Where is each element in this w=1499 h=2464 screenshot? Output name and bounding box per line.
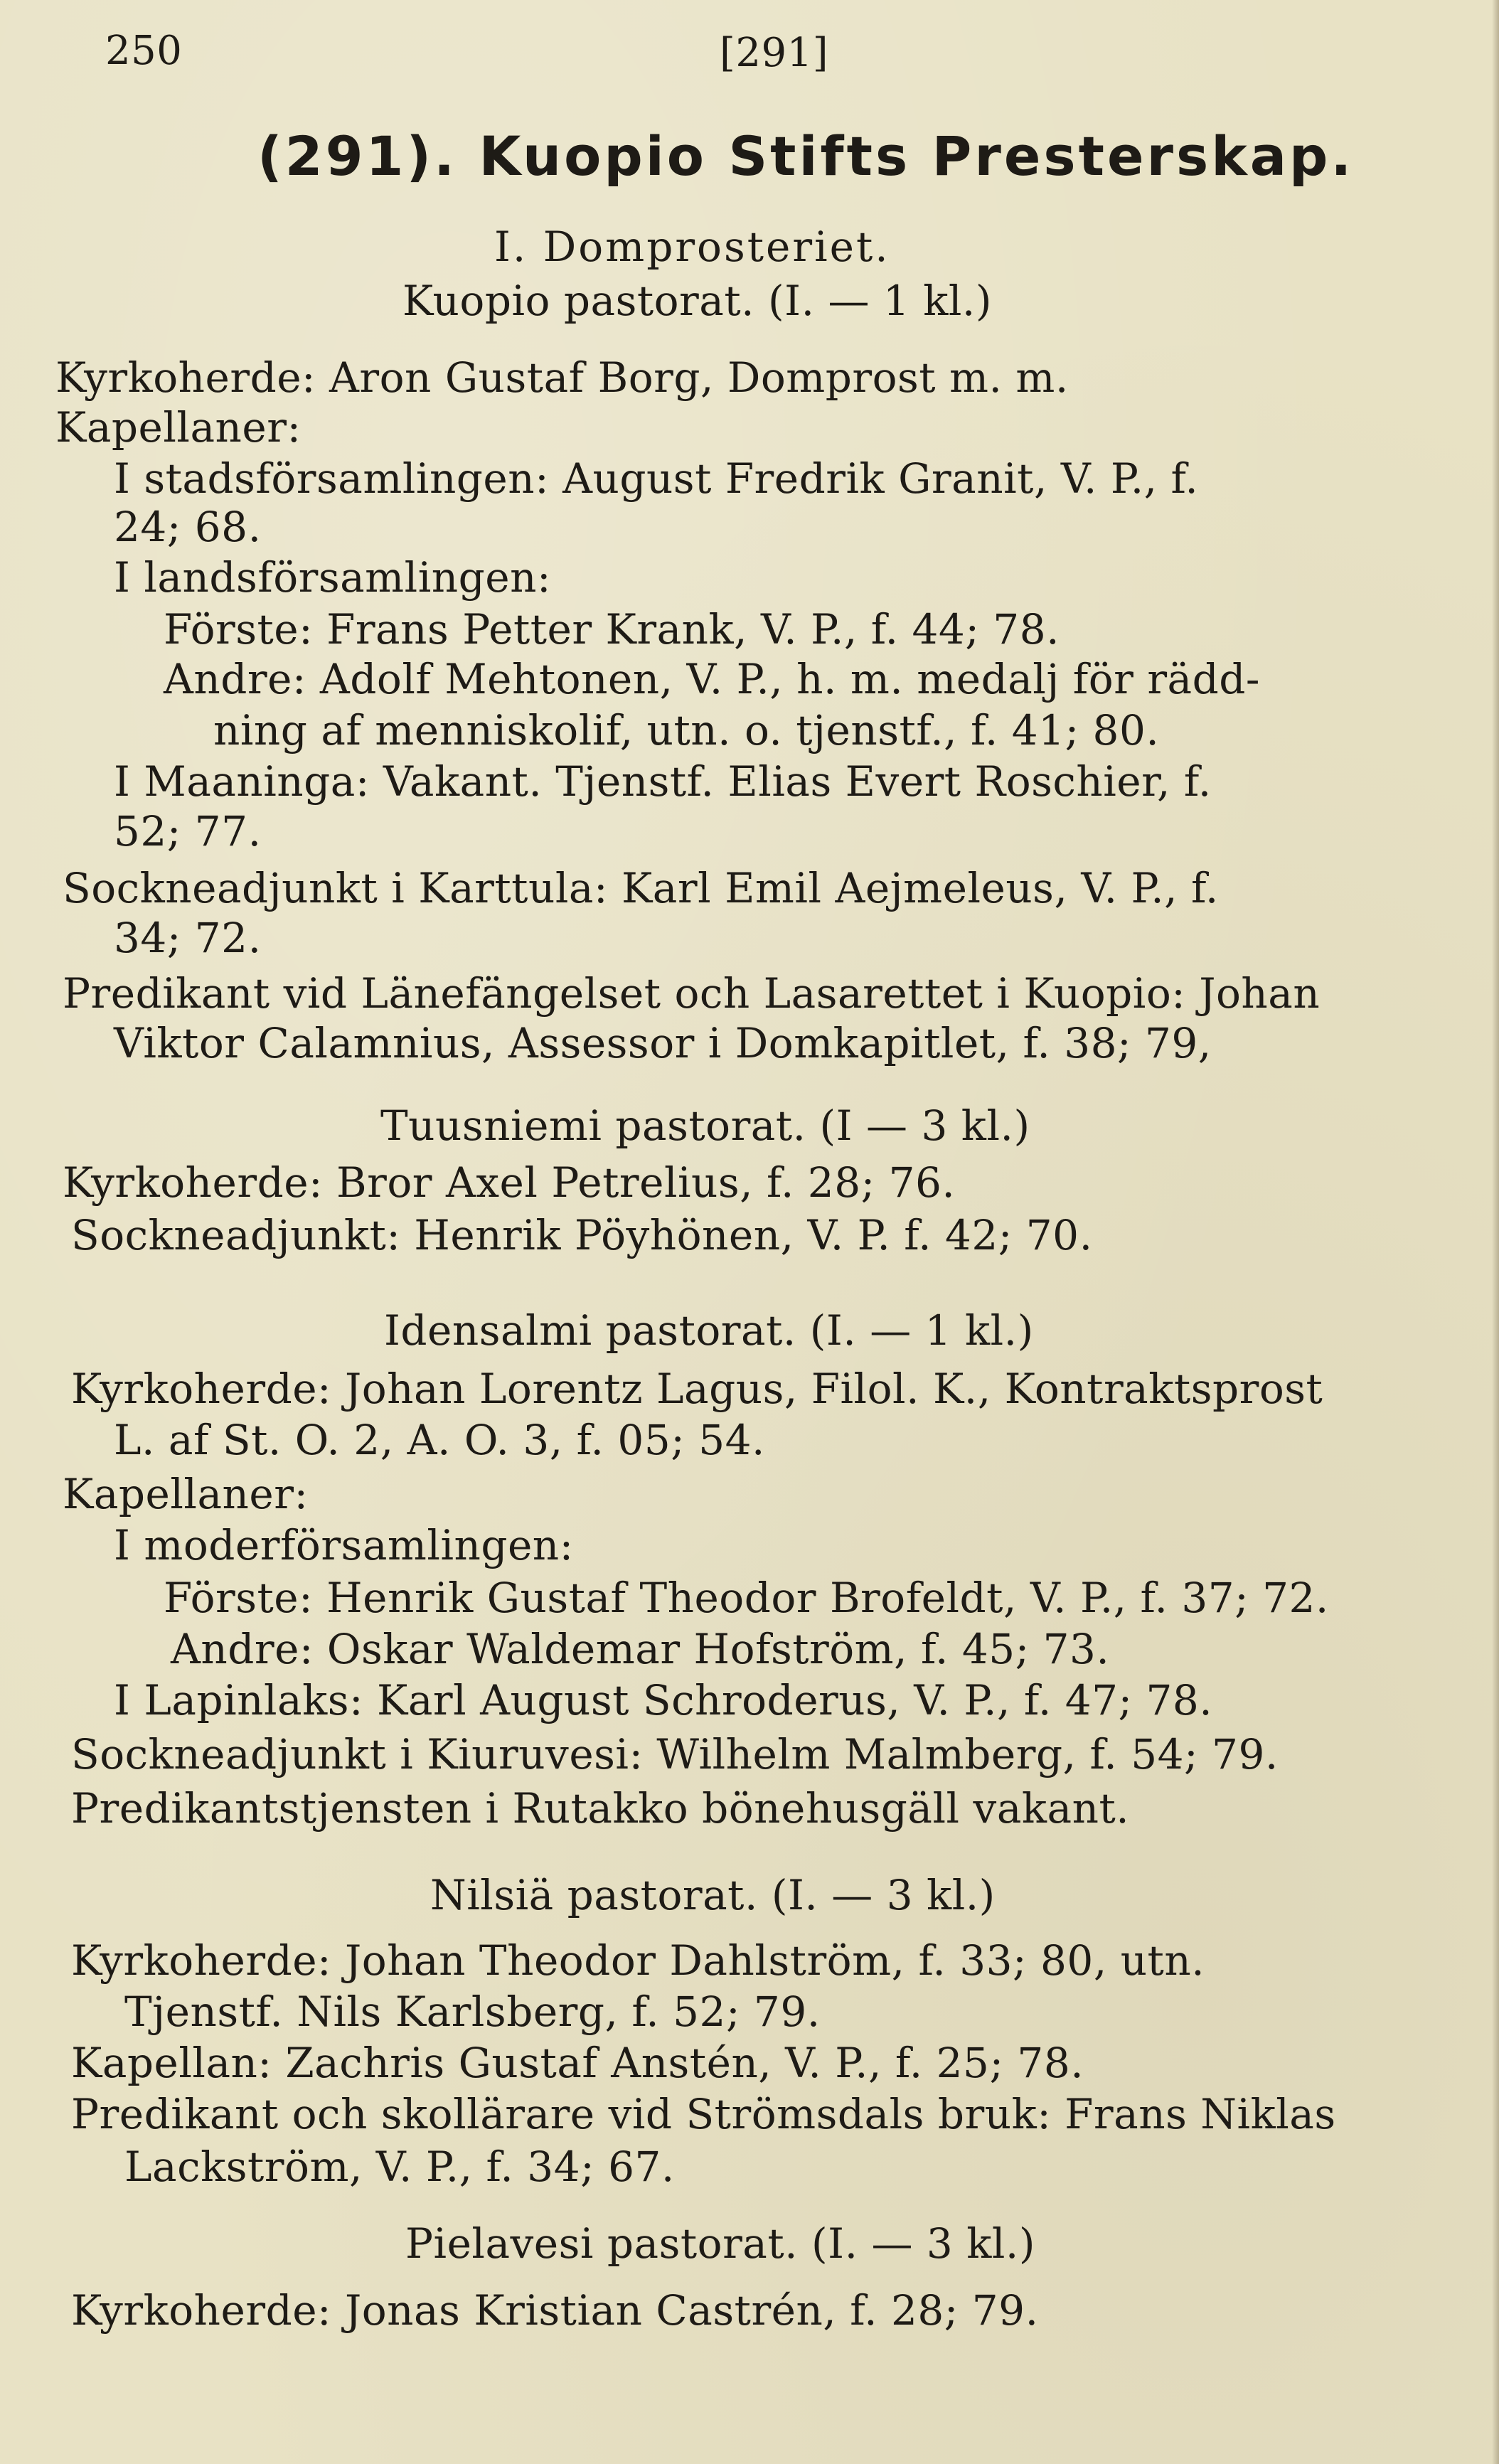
section-heading: I. Domprosteriet. <box>494 223 890 271</box>
bracket-number: [291] <box>720 30 829 76</box>
text-line: Predikant och skollärare vid Strömsdals bruk: Frans Niklas <box>71 2090 1336 2138</box>
page-title: (291). Kuopio Stifts Presterskap. <box>257 124 1355 188</box>
text-line: Förste: Henrik Gustaf Theodor Brofeldt, V. P., f. 37; 72. <box>164 1574 1329 1622</box>
text-line: ning af menniskolif, utn. o. tjenstf., f. 41; 80. <box>213 706 1160 754</box>
text-line: Andre: Adolf Mehtonen, V. P., h. m. medalj för rädd- <box>164 655 1260 703</box>
parish-heading: Idensalmi pastorat. (I. — 1 kl.) <box>384 1306 1034 1355</box>
text-line: Tjenstf. Nils Karlsberg, f. 52; 79. <box>124 1988 821 2036</box>
parish-heading: Kuopio pastorat. (I. — 1 kl.) <box>402 277 992 325</box>
text-line: Sockneadjunkt i Kiuruvesi: Wilhelm Malmberg, f. 54; 79. <box>71 1730 1279 1778</box>
text-line: Kyrkoherde: Johan Theodor Dahlström, f. 33; 80, utn. <box>71 1936 1205 1985</box>
parish-heading: Pielavesi pastorat. (I. — 3 kl.) <box>405 2219 1035 2268</box>
parish-heading: Nilsiä pastorat. (I. — 3 kl.) <box>430 1871 996 1919</box>
text-line: Viktor Calamnius, Assessor i Domkapitlet, f. 38; 79, <box>114 1019 1212 1067</box>
text-line: Kyrkoherde: Jonas Kristian Castrén, f. 28; 79. <box>71 2286 1039 2335</box>
text-line: I landsförsamlingen: <box>114 553 551 602</box>
text-line: Kapellaner: <box>55 403 302 452</box>
text-line: I stadsförsamlingen: August Fredrik Granit, V. P., f. <box>114 454 1199 503</box>
text-line: I Maaninga: Vakant. Tjenstf. Elias Evert Roschier, f. <box>114 757 1212 806</box>
text-line: Lackström, V. P., f. 34; 67. <box>124 2143 675 2191</box>
parish-heading: Tuusniemi pastorat. (I — 3 kl.) <box>380 1102 1030 1150</box>
text-line: I Lapinlaks: Karl August Schroderus, V. P., f. 47; 78. <box>114 1676 1213 1724</box>
text-line: Sockneadjunkt: Henrik Pöyhönen, V. P. f. 42; 70. <box>71 1211 1093 1259</box>
text-line: 52; 77. <box>114 807 262 855</box>
page-number: 250 <box>105 28 183 74</box>
text-line: Kapellan: Zachris Gustaf Anstén, V. P., f. 25; 78. <box>71 2039 1084 2087</box>
text-line: Predikant vid Länefängelset och Lasarettet i Kuopio: Johan <box>63 969 1321 1018</box>
text-line: 24; 68. <box>114 503 262 551</box>
text-line: 34; 72. <box>114 914 262 962</box>
text-line: I moderförsamlingen: <box>114 1521 574 1569</box>
text-line: Kyrkoherde: Bror Axel Petrelius, f. 28; 76. <box>63 1158 956 1207</box>
text-line: Sockneadjunkt i Karttula: Karl Emil Aejmeleus, V. P., f. <box>63 864 1219 912</box>
text-line: L. af St. O. 2, A. O. 3, f. 05; 54. <box>114 1416 765 1464</box>
text-line: Predikantstjensten i Rutakko bönehusgäll vakant. <box>71 1784 1130 1833</box>
text-line: Kapellaner: <box>63 1470 309 1518</box>
text-line: Kyrkoherde: Johan Lorentz Lagus, Filol. K., Kontraktsprost <box>71 1365 1323 1413</box>
page-edge-shadow <box>1492 0 1499 2464</box>
text-line: Andre: Oskar Waldemar Hofström, f. 45; 73. <box>171 1625 1110 1673</box>
text-line: Förste: Frans Petter Krank, V. P., f. 44; 78. <box>164 605 1060 654</box>
text-line: Kyrkoherde: Aron Gustaf Borg, Domprost m. m. <box>55 353 1069 402</box>
